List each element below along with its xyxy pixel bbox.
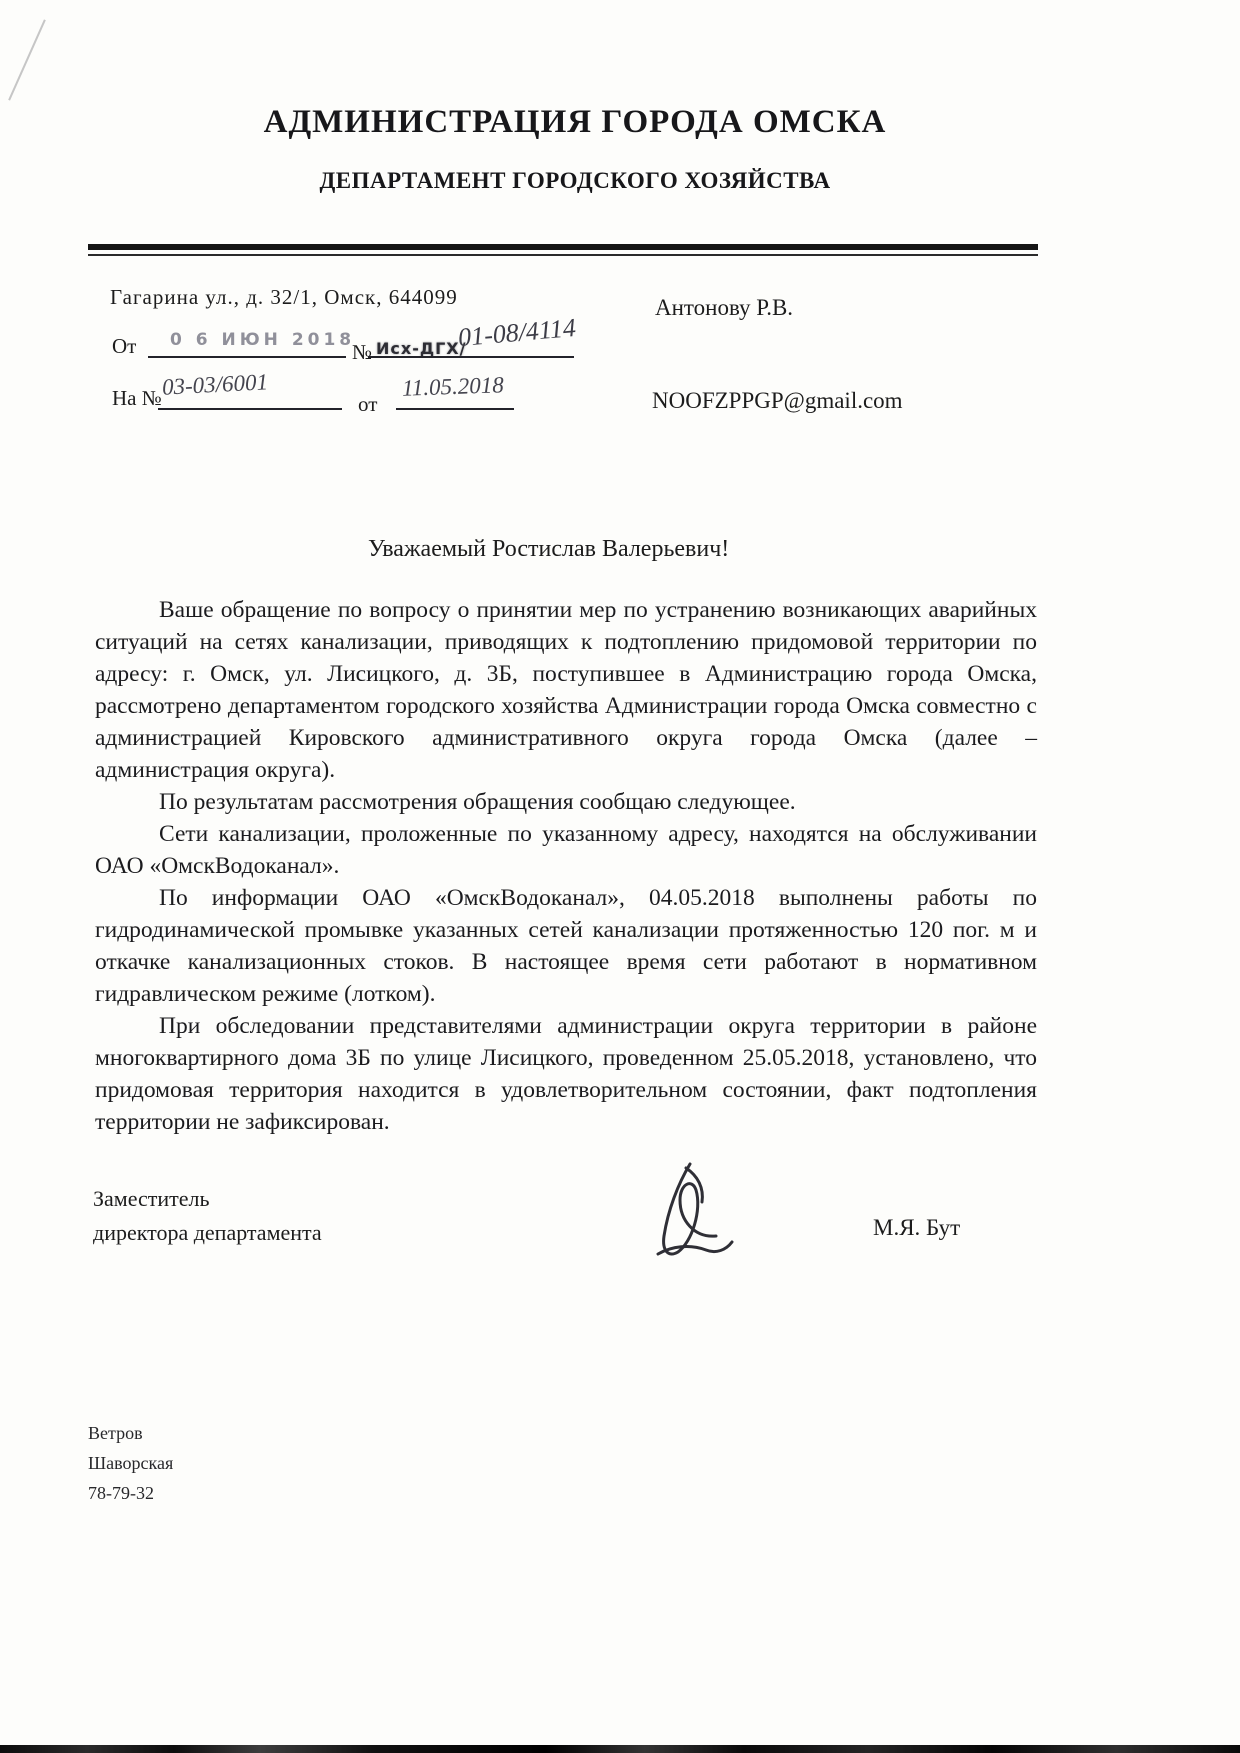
- number-label: №: [352, 340, 373, 364]
- body-paragraph: Ваше обращение по вопросу о принятии мер по устранению возникающих аварийных ситуаций на сетях канализации, приводящих к подтоплению придомовой территории по адресу: г. Омск, ул. Лисицкого, д. 3Б, поступившее в Администрацию города Омска, рассмотрено департаментом городского хозяйства Администрации города Омска совместно с администрацией Кировского административного округа города Омска (далее – администрация округа).: [95, 597, 1037, 783]
- reference-number-handwritten: 03-03/6001: [161, 369, 269, 400]
- reference-date-handwritten: 11.05.2018: [401, 372, 505, 401]
- signer-name: М.Я. Бут: [873, 1215, 961, 1240]
- organization-name: АДМИНИСТРАЦИЯ ГОРОДА ОМСКА: [263, 104, 887, 140]
- reference-from-label: от: [358, 392, 378, 416]
- signer-title-line1: Заместитель: [93, 1186, 210, 1211]
- from-label: От: [112, 334, 137, 358]
- outgoing-number-handwritten: 01-08/4114: [456, 312, 577, 353]
- executor-phone: 78-79-32: [88, 1483, 154, 1503]
- number-blank-line: [368, 356, 574, 358]
- from-blank-line: [148, 356, 346, 358]
- executor-name: Шаворская: [88, 1453, 174, 1473]
- salutation: Уважаемый Ростислав Валерьевич!: [368, 536, 730, 562]
- sender-address: Гагарина ул., д. 32/1, Омск, 644099: [110, 285, 458, 309]
- executor-block: [88, 1418, 173, 1508]
- recipient-name: Антонову Р.В.: [655, 295, 794, 320]
- reference-date-blank-line: [396, 408, 514, 410]
- executor-name: Ветров: [88, 1423, 143, 1443]
- body-paragraph: Сети канализации, проложенные по указанному адресу, находятся на обслуживании ОАО «ОмскВодоканал».: [95, 821, 1037, 879]
- department-name: ДЕПАРТАМЕНТ ГОРОДСКОГО ХОЗЯЙСТВА: [319, 168, 831, 193]
- reference-label: На №: [112, 386, 162, 410]
- body-paragraph: При обследовании представителями администрации округа территории в районе многоквартирного дома 3Б по улице Лисицкого, проведенном 25.05.2018, установлено, что придомовая территория находится в удовлетворительном состоянии, факт подтопления территории не зафиксирован.: [95, 1013, 1037, 1135]
- scan-edge-artifact: [0, 1745, 1240, 1753]
- body-paragraph: По результатам рассмотрения обращения сообщаю следующее.: [159, 789, 796, 815]
- signer-title-line2: директора департамента: [93, 1220, 322, 1245]
- letterhead-rule-thick: [88, 244, 1038, 250]
- recipient-email: NOOFZPPGP@gmail.com: [652, 388, 903, 413]
- handwritten-signature: [628, 1158, 758, 1273]
- letterhead-rule-thin: [88, 254, 1038, 256]
- scan-corner-artifact: [8, 19, 46, 100]
- date-stamp: 0 6 ИЮН 2018: [170, 330, 356, 350]
- letter-body: [95, 594, 1037, 1138]
- reference-blank-line: [158, 408, 342, 410]
- outgoing-number-stamp: Исх-ДГХ/: [376, 339, 467, 358]
- body-paragraph: По информации ОАО «ОмскВодоканал», 04.05.2018 выполнены работы по гидродинамической промывке указанных сетей канализации протяженностью 120 пог. м и откачке канализационных стоков. В настоящее время сети работают в нормативном гидравлическом режиме (лотком).: [95, 885, 1037, 1007]
- signer-title: [93, 1182, 322, 1250]
